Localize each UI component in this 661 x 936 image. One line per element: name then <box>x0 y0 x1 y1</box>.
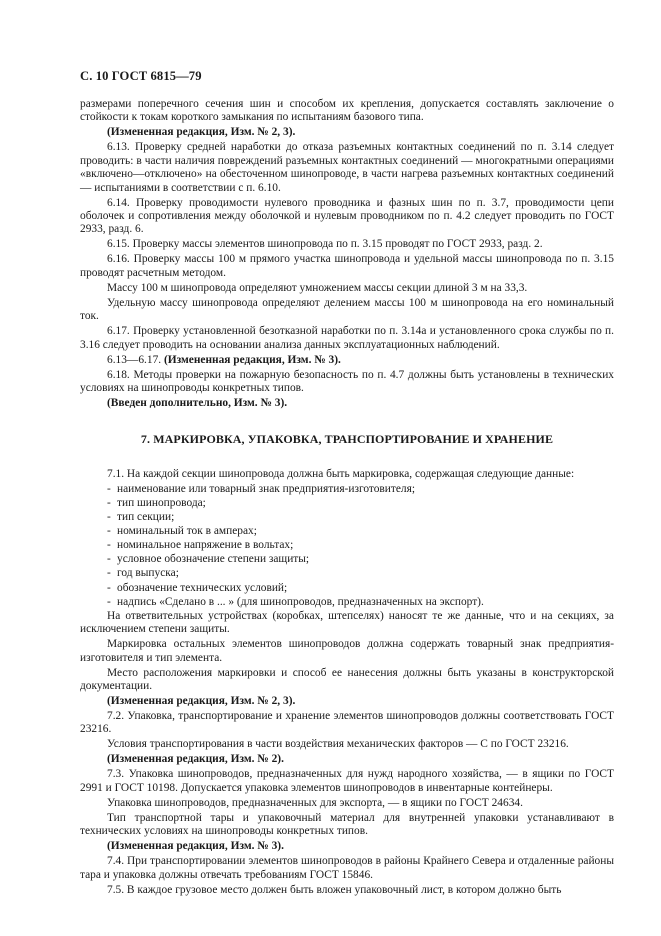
paragraph: Маркировка остальных элементов шинопроводов должна содержать товарный знак предприятия-изготовителя и тип элемента. <box>80 638 614 664</box>
marking-list <box>80 483 614 609</box>
paragraph: 6.16. Проверку массы 100 м прямого участка шинопровода и удельной массы шинопровода по п. 3.15 проводят расчетным методом. <box>80 253 614 279</box>
paragraph: Условия транспортирования в части воздействия механических факторов — С по ГОСТ 23216. <box>107 738 569 751</box>
list-dash: - <box>107 595 111 608</box>
amendment-note: (Введен дополнительно, Изм. № 3). <box>107 397 288 410</box>
list-item <box>80 553 614 566</box>
list-item-text: год выпуска; <box>117 567 179 580</box>
paragraph: 6.14. Проверку проводимости нулевого проводника и фазных шин по п. 3.7, проводимости цепи оболочек и сопротивления между оболочкой и нулевым проводником по п. 4.2 следует проводить по ГОСТ 2933, разд. 6. <box>80 196 614 236</box>
list-item <box>80 596 614 609</box>
list-dash: - <box>107 482 111 495</box>
page-header: С. 10 ГОСТ 6815—79 <box>80 69 202 83</box>
amendment-note <box>80 354 614 367</box>
paragraph: Тип транспортной тары и упаковочный материал для внутренней упаковки устанавливают в технических условиях на шинопроводы конкретных типов. <box>80 811 614 838</box>
list-item <box>80 483 614 496</box>
list-item-text: условное обозначение степени защиты; <box>117 553 310 566</box>
paragraph: На ответвительных устройствах (коробках, штепселях) наносят те же данные, что и на секциях, за исключением степени защиты. <box>80 609 614 636</box>
list-dash: - <box>107 553 111 566</box>
section-heading: 7. МАРКИРОВКА, УПАКОВКА, ТРАНСПОРТИРОВАНИЕ И ХРАНЕНИЕ <box>140 432 554 447</box>
list-dash: - <box>107 539 111 552</box>
paragraph: Место расположения маркировки и способ ее нанесения должны быть указаны в конструкторской документации. <box>80 666 614 692</box>
paragraph: 6.13. Проверку средней наработки до отказа разъемных контактных соединений по п. 3.14 следует проводить: в части наличия повреждений разъемных контактных соединений — многократными операциями «включено—отключено» на обесточенном шинопроводе, в части нагрева разъемных контактных соединений — испытаниями в соответствии с п. 6.10. <box>80 141 614 194</box>
paragraph: 6.18. Методы проверки на пожарную безопасность по п. 4.7 должны быть установлены в технических условиях на шинопроводы конкретных типов. <box>80 368 614 395</box>
list-item <box>80 539 614 552</box>
list-item <box>80 525 614 538</box>
list-item-text: наименование или товарный знак предприятия-изготовителя; <box>117 482 416 495</box>
list-item <box>80 497 614 510</box>
amendment-label: (Измененная редакция, Изм. № 3). <box>163 353 341 366</box>
list-item-text: тип секции; <box>117 511 175 524</box>
paragraph: 7.2. Упаковка, транспортирование и хранение элементов шинопроводов должны соответствовать ГОСТ 23216. <box>80 709 614 736</box>
paragraph: 7.3. Упаковка шинопроводов, предназначенных для нужд народного хозяйства, — в ящики по ГОСТ 2991 и ГОСТ 10198. Допускается упаковка элементов шинопроводов в инвентарные контейнеры. <box>80 768 614 794</box>
list-item-text: номинальный ток в амперах; <box>117 525 257 538</box>
amendment-note: (Измененная редакция, Изм. № 2, 3). <box>107 126 296 139</box>
amendment-note: (Измененная редакция, Изм. № 2). <box>107 753 284 766</box>
list-dash: - <box>107 525 111 538</box>
paragraph: Упаковка шинопроводов, предназначенных для экспорта, — в ящики по ГОСТ 24634. <box>107 796 523 809</box>
section-intro: 7.1. На каждой секции шинопровода должна быть маркировка, содержащая следующие данные: <box>107 467 575 480</box>
paragraph: размерами поперечного сечения шин и способом их крепления, допускается составлять заключение о стойкости к токам короткого замыкания по испытаниям базового типа. <box>80 98 614 124</box>
section-7-body <box>80 610 614 897</box>
list-item <box>80 582 614 595</box>
list-item <box>80 567 614 580</box>
list-dash: - <box>107 496 111 509</box>
document-body <box>80 98 614 899</box>
list-item-text: обозначение технических условий; <box>117 581 288 594</box>
list-item-text: тип шинопровода; <box>117 496 206 509</box>
list-item <box>80 511 614 524</box>
list-dash: - <box>107 567 111 580</box>
list-item-text: номинальное напряжение в вольтах; <box>117 539 294 552</box>
amendment-note: (Измененная редакция, Изм. № 3). <box>107 840 284 853</box>
clause-range: 6.13—6.17. <box>107 353 164 366</box>
list-dash: - <box>107 581 111 594</box>
paragraph: 6.15. Проверку массы элементов шинопровода по п. 3.15 проводят по ГОСТ 2933, разд. 2. <box>107 238 543 251</box>
paragraph: 7.4. При транспортировании элементов шинопроводов в районы Крайнего Севера и отдаленные районы тара и упаковка должны отвечать требованиям ГОСТ 15846. <box>80 855 614 881</box>
paragraph: Массу 100 м шинопровода определяют умножением массы секции длиной 3 м на 33,3. <box>107 281 528 294</box>
list-dash: - <box>107 511 111 524</box>
list-item-text: надпись «Сделано в ... » (для шинопроводов, предназначенных на экспорт). <box>117 595 484 608</box>
amendment-note: (Измененная редакция, Изм. № 2, 3). <box>107 694 296 707</box>
paragraph: Удельную массу шинопровода определяют делением массы 100 м шинопровода на его номинальный ток. <box>80 296 614 323</box>
section-6-continuation <box>80 98 614 410</box>
paragraph: 6.17. Проверку установленной безотказной наработки по п. 3.14а и установленного срока службы по п. 3.16 следует проводить на основании анализа данных эксплуатационных наблюдений. <box>80 325 614 351</box>
paragraph: 7.5. В каждое грузовое место должен быть вложен упаковочный лист, в котором должно быть <box>107 883 562 896</box>
